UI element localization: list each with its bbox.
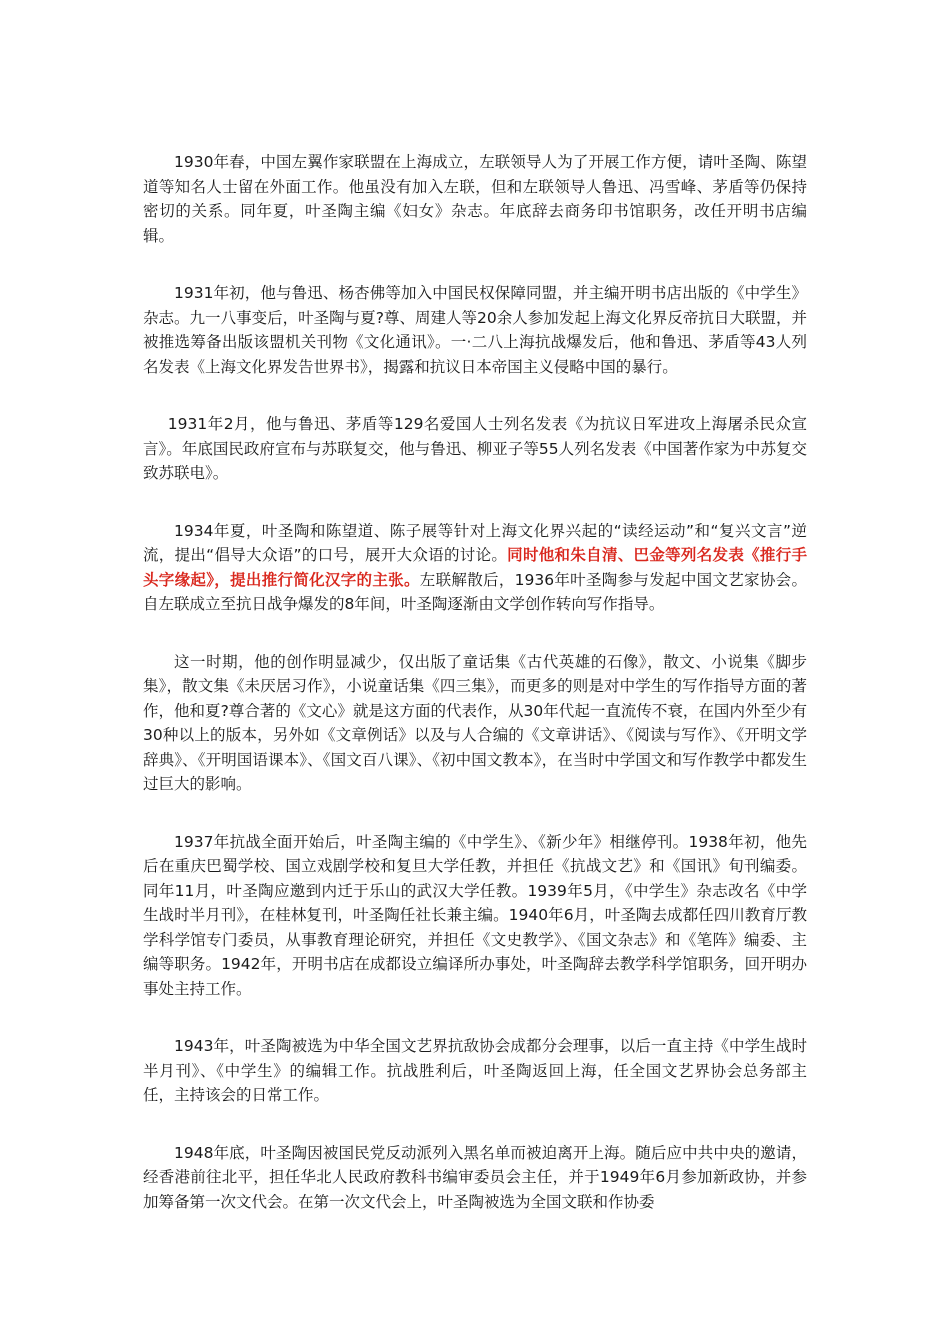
- paragraph-1937: 1937年抗战全面开始后，叶圣陶主编的《中学生》、《新少年》相继停刊。1938年初，他先后在重庆巴蜀学校、国立戏剧学校和复旦大学任教，并担任《抗战文艺》和《国讯》旬刊编委。同年11月，叶圣陶应邀到内迁于乐山的武汉大学任教。1939年5月，《中学生》杂志改名《中学生战时半月刊》，在桂林复刊，叶圣陶任社长兼主编。1940年6月，叶圣陶去成都任四川教育厅教学科学馆专门委员，从事教育理论研究，并担任《文史教学》、《国文杂志》和《笔阵》编委、主编等职务。1942年，开明书店在成都设立编译所办事处，叶圣陶辞去教学科学馆职务，回开明办事处主持工作。: [143, 832, 807, 998]
- paragraph-1943: 1943年，叶圣陶被选为中华全国文艺界抗敌协会成都分会理事，以后一直主持《中学生战时半月刊》、《中学生》的编辑工作。抗战胜利后，叶圣陶返回上海，任全国文艺界协会总务部主任，主持该会的日常工作。: [143, 1037, 807, 1104]
- document-page: [143, 150, 807, 1214]
- paragraph-1934-text-before: 1934年夏，叶圣陶和陈望道、陈子展等针对上海文化界兴起的“读经运动”和“复兴文言”逆流，提出“倡导大众语”的口号，展开大众语的讨论。: [143, 521, 807, 564]
- paragraph-1931-early: 1931年初，他与鲁迅、杨杏佛等加入中国民权保障同盟，并主编开明书店出版的《中学生》杂志。九一八事变后，叶圣陶与夏?尊、周建人等20余人参加发起上海文化界反帝抗日大联盟，并被推选筹备出版该盟机关刊物《文化通讯》。一·二八上海抗战爆发后，他和鲁迅、茅盾等43人列名发表《上海文化界发告世界书》，揭露和抗议日本帝国主义侵略中国的暴行。: [143, 284, 807, 376]
- paragraph-creative-period: 这一时期，他的创作明显减少，仅出版了童话集《古代英雄的石像》，散文、小说集《脚步集》，散文集《未厌居习作》，小说童话集《四三集》，而更多的则是对中学生的写作指导方面的著作，他和夏?尊合著的《文心》就是这方面的代表作，从30年代起一直流传不衰，在国内外至少有30种以上的版本，另外如《文章例话》以及与人合编的《文章讲话》、《阅读与写作》、《开明文学辞典》、《开明国语课本》、《国文百八课》、《初中国文教本》，在当时中学国文和写作教学中都发生过巨大的影响。: [143, 652, 807, 793]
- paragraph-1931-feb: 1931年2月，他与鲁迅、茅盾等129名爱国人士列名发表《为抗议日军进攻上海屠杀民众宣言》。年底国民政府宣布与苏联复交，他与鲁迅、柳亚子等55人列名发表《中国著作家为中苏复交致苏联电》。: [143, 415, 807, 482]
- paragraph-1934: [143, 519, 807, 617]
- paragraph-1934-text-after: 左联解散后，1936年叶圣陶参与发起中国文艺家协会。自左联成立至抗日战争爆发的8年间，叶圣陶逐渐由文学创作转向写作指导。: [143, 570, 807, 613]
- paragraph-1948: 1948年底，叶圣陶因被国民党反动派列入黑名单而被迫离开上海。随后应中共中央的邀请，经香港前往北平，担任华北人民政府教科书编审委员会主任，并于1949年6月参加新政协，并参加筹备第一次文代会。在第一次文代会上，叶圣陶被选为全国文联和作协委: [143, 1143, 807, 1211]
- highlighted-sentence: 同时他和朱自清、巴金等列名发表《推行手头字缘起》，提出推行简化汉字的主张。: [143, 546, 807, 589]
- paragraph-1930: 1930年春，中国左翼作家联盟在上海成立，左联领导人为了开展工作方便，请叶圣陶、陈望道等知名人士留在外面工作。他虽没有加入左联，但和左联领导人鲁迅、冯雪峰、茅盾等仍保持密切的关系。同年夏，叶圣陶主编《妇女》杂志。年底辞去商务印书馆职务，改任开明书店编辑。: [143, 153, 807, 245]
